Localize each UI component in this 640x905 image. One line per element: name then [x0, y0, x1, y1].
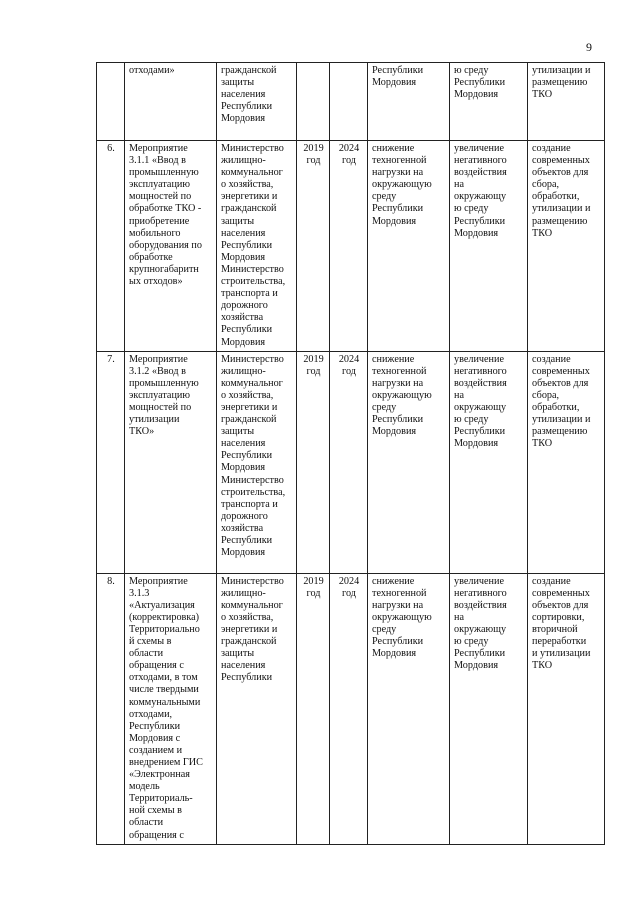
expected-result-cell: снижение техногенной нагрузки на окружающую среду Республики Мордовия [368, 141, 450, 352]
page-number: 9 [586, 40, 592, 54]
expected-result-cell: снижение техногенной нагрузки на окружающую среду Республики Мордовия [368, 573, 450, 844]
link-cell: создание современных объектов для сбора, обработки, утилизации и размещению ТКО [528, 141, 605, 352]
consequence-cell: увеличение негативного воздействия на окружающу ю среду Республики Мордовия [450, 351, 528, 573]
link-cell: утилизации и размещению ТКО [528, 63, 605, 141]
row-number-cell: 8. [97, 573, 125, 844]
consequence-cell: увеличение негативного воздействия на окружающу ю среду Республики Мордовия [450, 141, 528, 352]
table-row [97, 351, 605, 573]
start-year-cell: 2019 год [297, 573, 330, 844]
table-row [97, 63, 605, 141]
event-cell: Мероприятие 3.1.1 «Ввод в промышленную эксплуатацию мощностей по обработке ТКО - приобретение мобильного оборудования по обработке крупногабаритн ых отходов» [125, 141, 217, 352]
row-number-cell [97, 63, 125, 141]
end-year-cell: 2024 год [330, 573, 368, 844]
executor-cell: гражданской защиты населения Республики Мордовия [217, 63, 297, 141]
consequence-cell: ю среду Республики Мордовия [450, 63, 528, 141]
end-year-cell [330, 63, 368, 141]
event-cell: Мероприятие 3.1.2 «Ввод в промышленную эксплуатацию мощностей по утилизации ТКО» [125, 351, 217, 573]
row-number-cell: 7. [97, 351, 125, 573]
end-year-cell: 2024 год [330, 141, 368, 352]
row-number-cell: 6. [97, 141, 125, 352]
event-cell: Мероприятие 3.1.3 «Актуализация (корректировка) Территориально й схемы в области обращения с отходами, в том числе твердыми коммунальными отходами, Республики Мордовия с созданием и внедрением ГИС «Электронная модель Территориаль- ной схемы в области обращения с [125, 573, 217, 844]
table-row [97, 141, 605, 352]
activities-table [96, 62, 605, 845]
event-cell: отходами» [125, 63, 217, 141]
link-cell: создание современных объектов для сортировки, вторичной переработки и утилизации ТКО [528, 573, 605, 844]
table-row [97, 573, 605, 844]
expected-result-cell: снижение техногенной нагрузки на окружающую среду Республики Мордовия [368, 351, 450, 573]
start-year-cell [297, 63, 330, 141]
end-year-cell: 2024 год [330, 351, 368, 573]
expected-result-cell: Республики Мордовия [368, 63, 450, 141]
link-cell: создание современных объектов для сбора, обработки, утилизации и размещению ТКО [528, 351, 605, 573]
start-year-cell: 2019 год [297, 141, 330, 352]
executor-cell: Министерство жилищно- коммунальног о хозяйства, энергетики и гражданской защиты населения Республики Мордовия Министерство строительства, транспорта и дорожного хозяйства Республики Мордовия [217, 351, 297, 573]
start-year-cell: 2019 год [297, 351, 330, 573]
executor-cell: Министерство жилищно- коммунальног о хозяйства, энергетики и гражданской защиты населения Республики [217, 573, 297, 844]
executor-cell: Министерство жилищно- коммунальног о хозяйства, энергетики и гражданской защиты населения Республики Мордовия Министерство строительства, транспорта и дорожного хозяйства Республики Мордовия [217, 141, 297, 352]
consequence-cell: увеличение негативного воздействия на окружающу ю среду Республики Мордовия [450, 573, 528, 844]
